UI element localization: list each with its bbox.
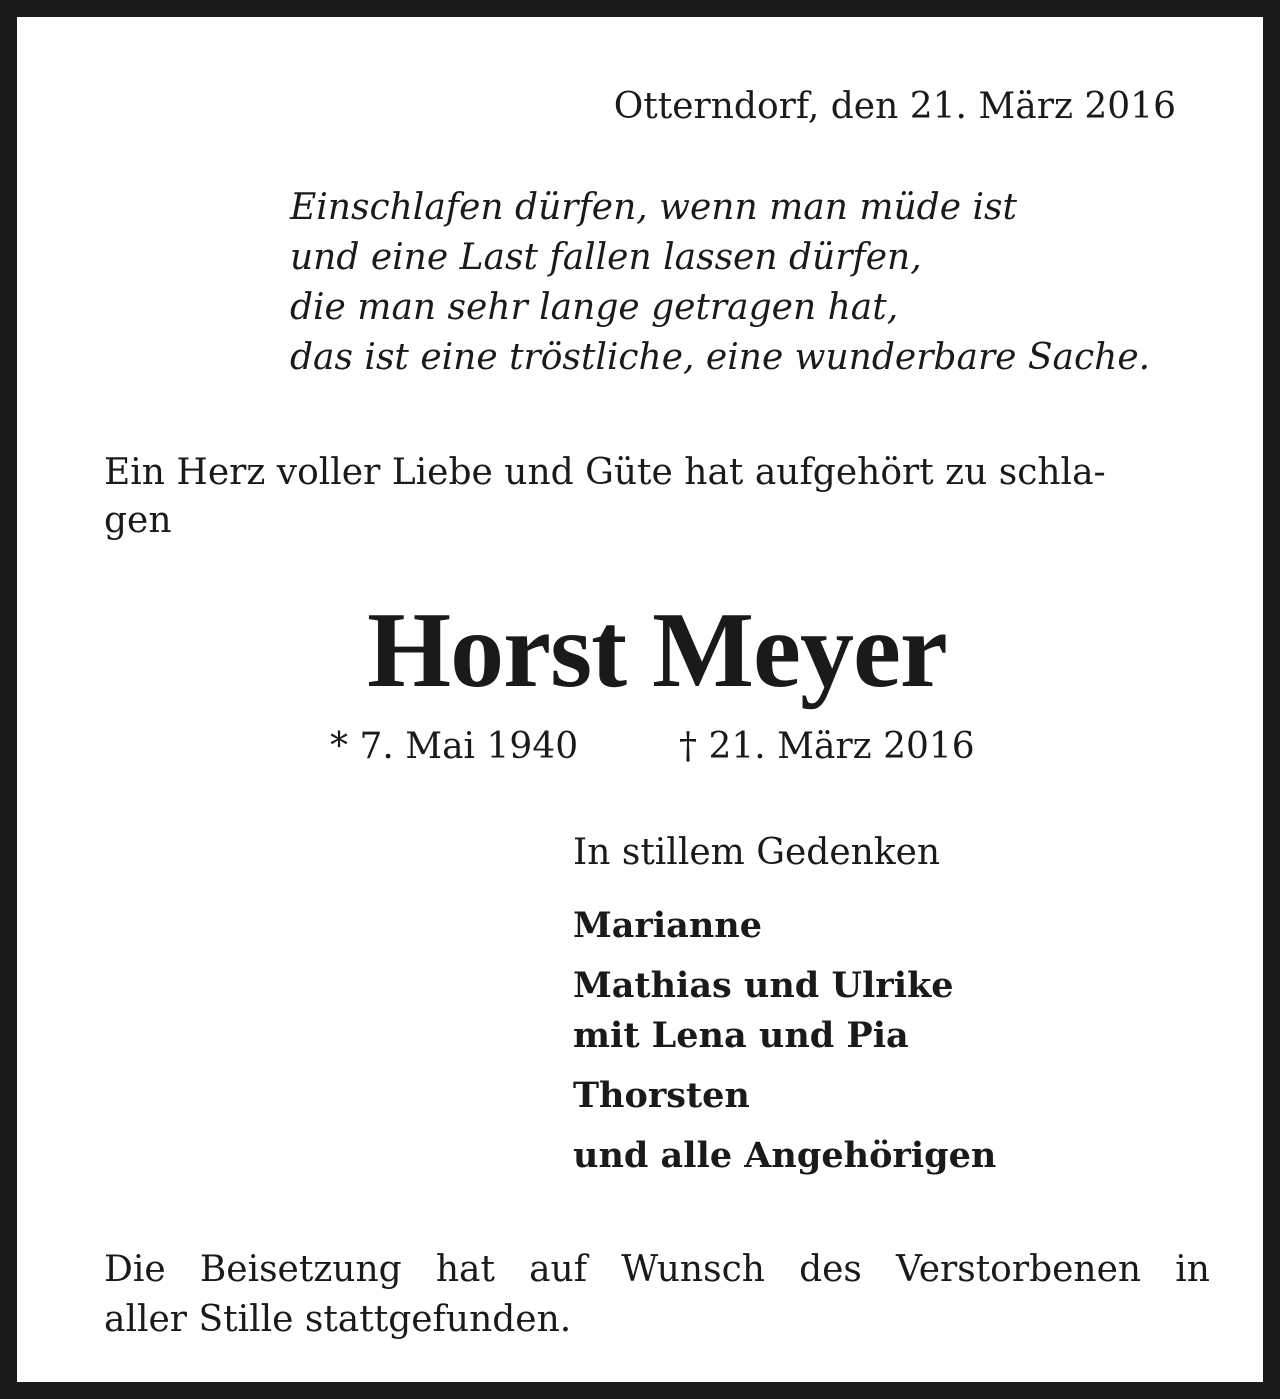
memory-line: In stillem Gedenken: [573, 832, 941, 873]
burial-word: in: [1175, 1249, 1210, 1290]
mourner-name: mit Lena und Pia: [573, 1015, 909, 1056]
intro-line: Ein Herz voller Liebe und Güte hat aufgehört zu schla-: [104, 452, 1106, 493]
burial-word: auf: [529, 1249, 588, 1290]
burial-word: Beisetzung: [199, 1249, 402, 1290]
burial-word: Wunsch: [621, 1249, 765, 1290]
burial-word: des: [799, 1249, 862, 1290]
poem-line: die man sehr lange getragen hat,: [290, 287, 899, 328]
poem-line: und eine Last fallen lassen dürfen,: [290, 237, 922, 278]
poem-line: das ist eine tröstliche, eine wunderbare Sache.: [290, 337, 1151, 378]
burial-word: hat: [435, 1249, 495, 1290]
burial-word: Verstorbenen: [896, 1249, 1142, 1290]
burial-line: [104, 1245, 1210, 1295]
mourner-name: und alle Angehörigen: [573, 1135, 997, 1176]
birth-date: * 7. Mai 1940: [330, 726, 579, 767]
burial-note: [104, 1245, 1210, 1345]
burial-line: aller Stille stattgefunden.: [104, 1299, 572, 1340]
deceased-name: Horst Meyer: [367, 591, 947, 710]
mourner-name: Mathias und Ulrike: [573, 965, 954, 1006]
mourner-name: Marianne: [573, 905, 762, 946]
death-date: † 21. März 2016: [679, 726, 975, 767]
poem-line: Einschlafen dürfen, wenn man müde ist: [290, 187, 1017, 228]
poem-quote: [290, 183, 1150, 383]
place-date: Otterndorf, den 21. März 2016: [613, 86, 1176, 127]
mourner-name: Thorsten: [573, 1075, 750, 1116]
intro-line: gen: [104, 500, 172, 541]
burial-word: Die: [104, 1249, 166, 1290]
intro-text: [104, 449, 1106, 545]
